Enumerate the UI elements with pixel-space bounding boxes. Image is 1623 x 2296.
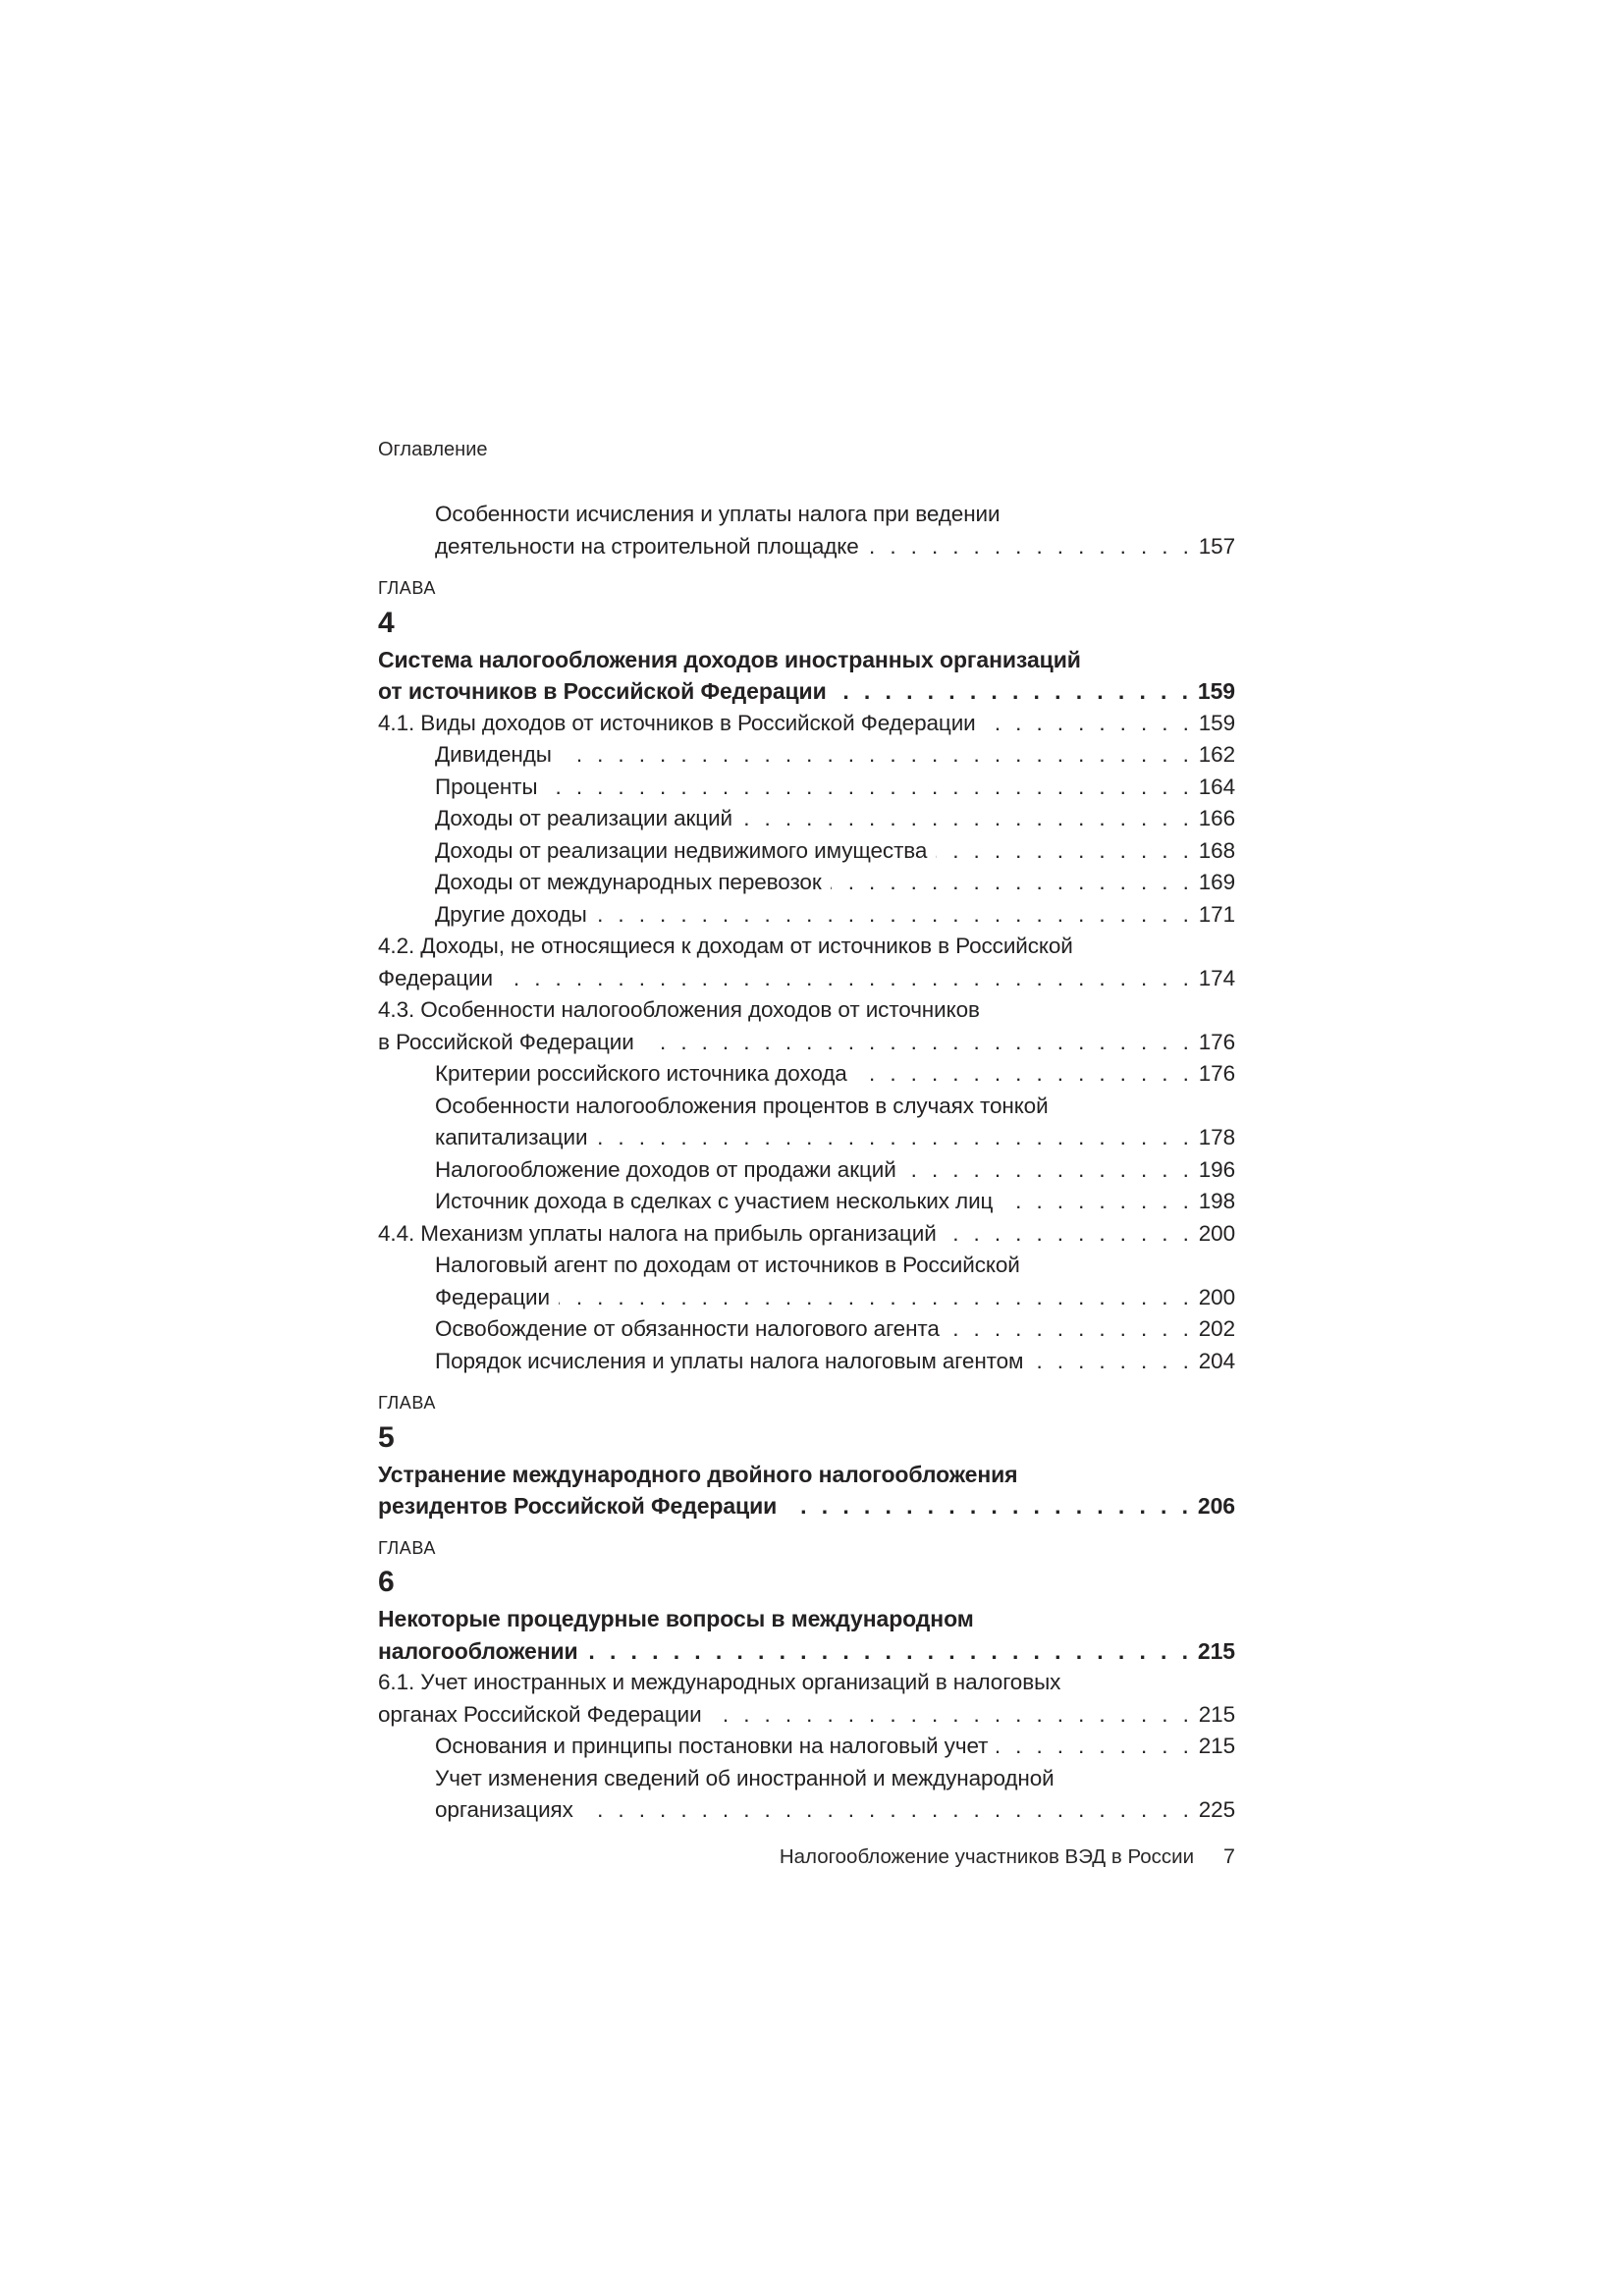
toc-text: Налогообложение доходов от продажи акций [435,1156,896,1182]
dot-leader [856,1058,1189,1091]
toc-text: деятельности на строительной площадке [435,533,859,559]
toc-text: 4.4. Механизм уплаты налога на прибыль организаций [378,1220,937,1246]
toc-text: Устранение международного двойного налогообложения [378,1461,1018,1487]
dot-leader [1001,1186,1188,1218]
toc-row [378,963,1235,995]
toc-text: налогообложении [378,1637,578,1664]
toc-page-number: 171 [1198,901,1235,927]
toc-row [378,1794,1235,1827]
dot-leader [997,1731,1188,1763]
dot-leader [785,1490,1188,1522]
toc-row [378,1667,1235,1699]
toc-page-number: 178 [1198,1125,1235,1149]
toc-row [378,803,1235,835]
toc-text: Дивиденды [435,742,552,767]
toc-text: ГЛАВА [378,1393,436,1413]
toc-row [378,1313,1235,1346]
toc-text: Некоторые процедурные вопросы в международном [378,1606,974,1631]
toc-text: Доходы от международных перевозок [435,870,822,894]
toc-text: 4.2. Доходы, не относящиеся к доходам от источников в Российской [378,934,1073,958]
chapter-label [378,1387,1235,1419]
toc-page-number: 198 [1198,1189,1235,1213]
toc-text: ГЛАВА [378,1537,436,1558]
toc-page-number: 215 [1198,1734,1235,1758]
toc-text: Особенности налогообложения процентов в случаях тонкой [435,1093,1049,1118]
toc-text: Источник дохода в сделках с участием нескольких лиц [435,1189,994,1213]
toc-text: ГЛАВА [378,578,436,598]
dot-leader [559,1282,1189,1314]
toc-text: 4.1. Виды доходов от источников в Российской Федерации [378,710,976,735]
toc-text: Налоговый агент по доходам от источников в Российской [435,1253,1020,1277]
footer [780,1843,1235,1870]
toc-text: 6.1. Учет иностранных и международных организаций в налоговых [378,1670,1061,1694]
chapter-label [378,572,1235,605]
toc-page-number: 200 [1198,1220,1235,1246]
toc-row [378,867,1235,899]
dot-leader [596,899,1189,932]
chapter-title [378,1603,1235,1635]
toc-text: в Российской Федерации [378,1029,634,1054]
toc-page-number: 204 [1198,1348,1235,1373]
dot-leader [561,739,1189,772]
toc-page-number: 215 [1198,1701,1235,1727]
toc-text: 5 [378,1420,395,1454]
dot-leader [836,675,1188,708]
dot-leader [868,531,1189,563]
toc-text: 6 [378,1566,395,1598]
toc-page-number: 202 [1198,1316,1235,1341]
dot-leader [502,963,1189,995]
toc-text: организациях [435,1797,573,1822]
toc-text: Учет изменения сведений об иностранной и международной [435,1765,1055,1790]
toc-text: Порядок исчисления и уплаты налога налоговым агентом [435,1348,1024,1373]
toc-row [378,1250,1235,1282]
toc-page-number: 176 [1198,1061,1235,1086]
toc-text: Федерации [435,1284,550,1309]
toc-page-number: 157 [1198,533,1235,559]
toc-page-number: 169 [1198,870,1235,894]
dot-leader [546,772,1188,804]
toc-row [378,708,1235,740]
toc-page-number: 176 [1198,1029,1235,1054]
chapter-number [378,1421,1235,1455]
chapter-title [378,644,1235,676]
dot-leader [596,1122,1188,1154]
toc-row [378,931,1235,963]
toc-row [378,1731,1235,1763]
toc-row [378,1027,1235,1059]
footer-page-number: 7 [1223,1844,1235,1868]
toc-row [378,835,1235,868]
toc-row [378,994,1235,1027]
toc-text: Доходы от реализации недвижимого имущества [435,837,928,863]
toc-text: Федерации [378,965,493,990]
toc-row [378,1186,1235,1218]
toc-row [378,1282,1235,1314]
footer-text: Налогообложение участников ВЭД в России [779,1845,1195,1868]
toc-text: органах Российской Федерации [378,1701,702,1727]
toc-text: резидентов Российской Федерации [378,1493,778,1519]
toc-page-number: 200 [1198,1284,1235,1309]
toc-row [378,1122,1235,1154]
toc-row [378,1346,1235,1378]
toc-text: 4 [378,606,395,639]
toc-text: Доходы от реализации акций [435,806,733,830]
toc-row [378,499,1235,531]
chapter-title [378,1635,1235,1668]
dot-leader [1032,1346,1188,1378]
dot-leader [582,1794,1189,1827]
toc-row [378,739,1235,772]
toc-text: Проценты [435,774,538,799]
toc-row [378,1091,1235,1123]
toc-text: Другие доходы [435,901,587,927]
dot-leader [948,1313,1189,1346]
toc-row [378,531,1235,563]
toc-page-number: 164 [1198,774,1235,799]
toc-row [378,1763,1235,1795]
toc-text: Критерии российского источника дохода [435,1061,847,1086]
dot-leader [741,803,1189,835]
dot-leader [985,708,1189,740]
toc-text: 4.3. Особенности налогообложения доходов от источников [378,997,980,1022]
toc-text: Система налогообложения доходов иностранных организаций [378,646,1081,672]
toc-text: Основания и принципы постановки на налоговый учет [435,1734,989,1758]
dot-leader [936,835,1188,868]
dot-leader [946,1218,1189,1251]
chapter-label [378,1532,1235,1565]
toc-text: капитализации [435,1125,588,1149]
toc-text: Особенности исчисления и уплаты налога при ведении [435,502,1001,526]
toc-page-number: 162 [1198,742,1235,767]
chapter-number [378,1566,1235,1599]
toc-row [378,1218,1235,1251]
toc-text: Освобождение от обязанности налогового агента [435,1316,940,1341]
toc-page-number: 174 [1198,965,1235,990]
toc-row [378,1058,1235,1091]
toc-row [378,772,1235,804]
table-of-contents [378,499,1235,1827]
toc-row [378,899,1235,932]
chapter-number [378,607,1235,640]
page-header: Оглавление [378,439,488,460]
toc-text: от источников в Российской Федерации [378,678,827,704]
dot-leader [643,1027,1189,1059]
toc-page-number: 159 [1197,678,1235,704]
toc-row [378,1154,1235,1187]
dot-leader [587,1635,1188,1668]
toc-page-number: 168 [1198,837,1235,863]
chapter-title [378,675,1235,708]
toc-page-number: 215 [1197,1637,1235,1664]
chapter-title [378,1490,1235,1522]
dot-leader [831,867,1189,899]
toc-page-number: 196 [1198,1156,1235,1182]
toc-page-number: 206 [1197,1493,1235,1519]
dot-leader [905,1154,1189,1187]
toc-page-number: 166 [1198,806,1235,830]
chapter-title [378,1459,1235,1491]
dot-leader [711,1699,1189,1732]
toc-page-number: 225 [1198,1797,1235,1822]
toc-row [378,1699,1235,1732]
toc-page-number: 159 [1198,710,1235,735]
